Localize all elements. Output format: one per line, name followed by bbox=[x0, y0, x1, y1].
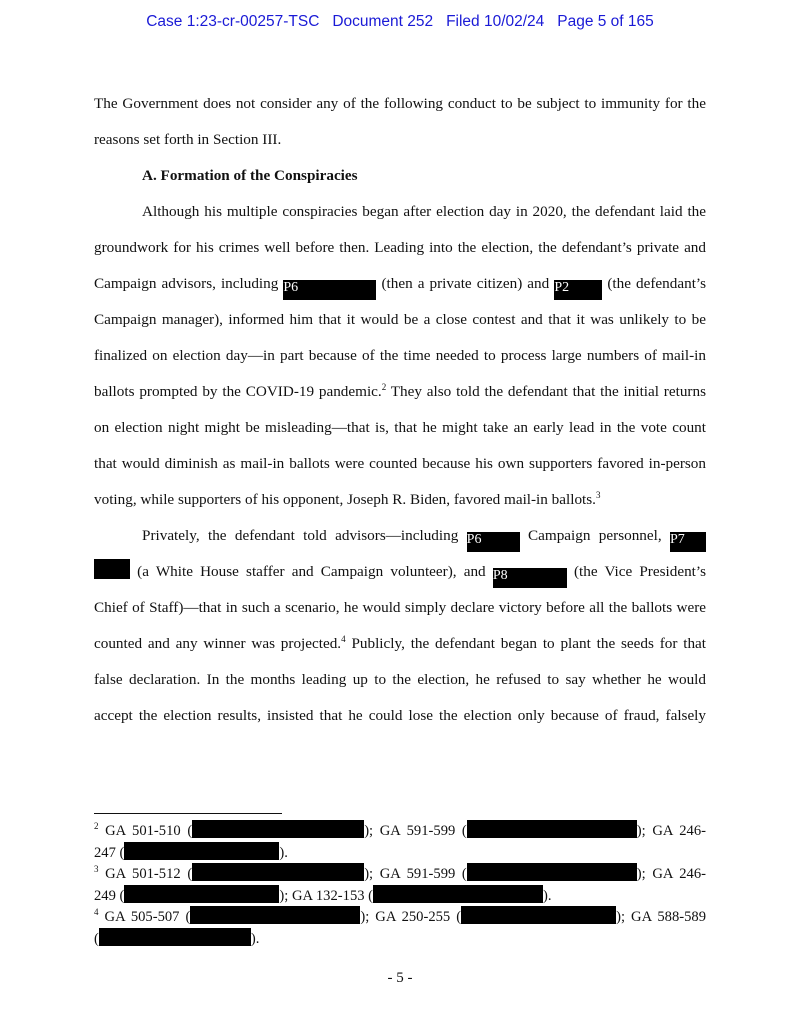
text-line: Campaign manager), informed him that it would be a close contest and that it was unlikely to be bbox=[94, 311, 706, 328]
citation: 249 ( bbox=[94, 887, 125, 904]
redaction-box bbox=[192, 863, 364, 881]
citation: ); GA 250-255 ( bbox=[360, 909, 462, 925]
text-line: groundwork for his crimes well before then. Leading into the election, the defendant’s private and bbox=[94, 239, 706, 256]
text-fragment: Campaign personnel, bbox=[528, 527, 662, 544]
text-line bbox=[94, 482, 706, 518]
citation: GA 501-512 ( bbox=[105, 866, 193, 882]
footnote-3 bbox=[94, 863, 706, 885]
redaction-box: P8 bbox=[493, 568, 567, 588]
text-fragment: (the defendant’s bbox=[607, 275, 707, 292]
redaction-box bbox=[190, 906, 360, 924]
filed-date: Filed 10/02/24 bbox=[446, 13, 545, 30]
redaction-box: P7 bbox=[670, 532, 706, 552]
footnote-ref: 4 bbox=[341, 634, 346, 644]
redaction-box bbox=[124, 842, 279, 860]
citation: ( bbox=[94, 930, 99, 947]
text-line: finalized on election day—in part because of the time needed to process large numbers of mail-in bbox=[94, 347, 706, 364]
citation: 247 ( bbox=[94, 844, 125, 861]
text-line: The Government does not consider any of the following conduct to be subject to immunity for the bbox=[94, 95, 706, 112]
footnote-4-cont bbox=[94, 928, 706, 950]
text-fragment: voting, while supporters of his opponent, Joseph R. Biden, favored mail-in ballots. bbox=[94, 491, 596, 508]
citation: ). bbox=[250, 930, 260, 947]
page-number: - 5 - bbox=[387, 970, 413, 986]
redaction-box bbox=[373, 885, 543, 903]
text-fragment: counted and any winner was projected. bbox=[94, 635, 342, 652]
text-line: Although his multiple conspiracies began after election day in 2020, the defendant laid the bbox=[142, 203, 706, 220]
text-line: reasons set forth in Section III. bbox=[94, 131, 282, 148]
redaction-box: P6 bbox=[467, 532, 520, 552]
text-line: accept the election results, insisted that he could lose the election only because of fraud, falsely bbox=[94, 707, 706, 724]
case-number: Case 1:23-cr-00257-TSC bbox=[146, 13, 320, 30]
redaction-box bbox=[467, 863, 637, 881]
citation: ); GA 132-153 ( bbox=[279, 887, 374, 904]
document-number: Document 252 bbox=[332, 13, 434, 30]
citation: GA 501-510 ( bbox=[105, 823, 193, 839]
text-fragment: (then a private citizen) and bbox=[381, 275, 550, 292]
text-fragment: (the Vice President’s bbox=[573, 563, 707, 580]
citation: ). bbox=[543, 887, 552, 904]
citation: ); GA 588-589 bbox=[616, 909, 706, 925]
text-fragment: Publicly, the defendant began to plant the seeds for that bbox=[351, 635, 707, 652]
citation: ); GA 246- bbox=[636, 866, 706, 882]
footnote-number: 3 bbox=[94, 864, 99, 874]
redaction-box bbox=[124, 885, 279, 903]
citation: ); GA 246- bbox=[636, 823, 706, 839]
text-line bbox=[94, 374, 706, 410]
text-line bbox=[94, 626, 706, 662]
footnote-number: 2 bbox=[94, 821, 99, 831]
text-fragment: Privately, the defendant told advisors—including bbox=[142, 527, 459, 544]
footnote-ref: 2 bbox=[381, 382, 387, 392]
redaction-box bbox=[94, 559, 130, 579]
footnotes bbox=[94, 820, 706, 949]
body-text bbox=[94, 86, 706, 734]
redaction-box: P6 bbox=[283, 280, 376, 300]
citation: ); GA 591-599 ( bbox=[364, 866, 467, 882]
footnote-2 bbox=[94, 820, 706, 842]
text-fragment: ballots prompted by the COVID-19 pandemic. bbox=[94, 383, 382, 400]
footnote-separator bbox=[94, 813, 282, 814]
redaction-box bbox=[467, 820, 637, 838]
section-heading: A. Formation of the Conspiracies bbox=[142, 167, 358, 184]
footnote-2-cont bbox=[94, 842, 706, 864]
redaction-box: P2 bbox=[554, 280, 602, 300]
text-line bbox=[94, 554, 706, 590]
text-line: false declaration. In the months leading up to the election, he refused to say whether he would bbox=[94, 671, 706, 688]
redaction-box bbox=[99, 928, 251, 946]
text-line: Chief of Staff)—that in such a scenario, he would simply declare victory before all the ballots were bbox=[94, 599, 706, 616]
text-fragment: They also told the defendant that the initial returns bbox=[390, 383, 706, 400]
footnote-4 bbox=[94, 906, 706, 928]
citation: GA 505-507 ( bbox=[104, 909, 191, 925]
redaction-box bbox=[461, 906, 616, 924]
footnote-3-cont bbox=[94, 885, 706, 907]
text-line: that would diminish as mail-in ballots were counted because his own supporters favored in-person bbox=[94, 455, 706, 472]
citation: ). bbox=[279, 844, 288, 861]
text-line bbox=[94, 518, 706, 554]
footnote-number: 4 bbox=[94, 907, 99, 917]
text-fragment: (a White House staffer and Campaign volunteer), and bbox=[137, 563, 486, 580]
text-line: on election night might be misleading—that is, that he might take an early lead in the vote count bbox=[94, 419, 706, 436]
text-fragment: Campaign advisors, including bbox=[94, 275, 279, 292]
footnote-ref: 3 bbox=[595, 490, 601, 500]
page-indicator: Page 5 of 165 bbox=[557, 13, 654, 30]
citation: ); GA 591-599 ( bbox=[364, 823, 467, 839]
text-line bbox=[94, 266, 706, 302]
court-filing-header bbox=[0, 13, 800, 31]
redaction-box bbox=[192, 820, 364, 838]
